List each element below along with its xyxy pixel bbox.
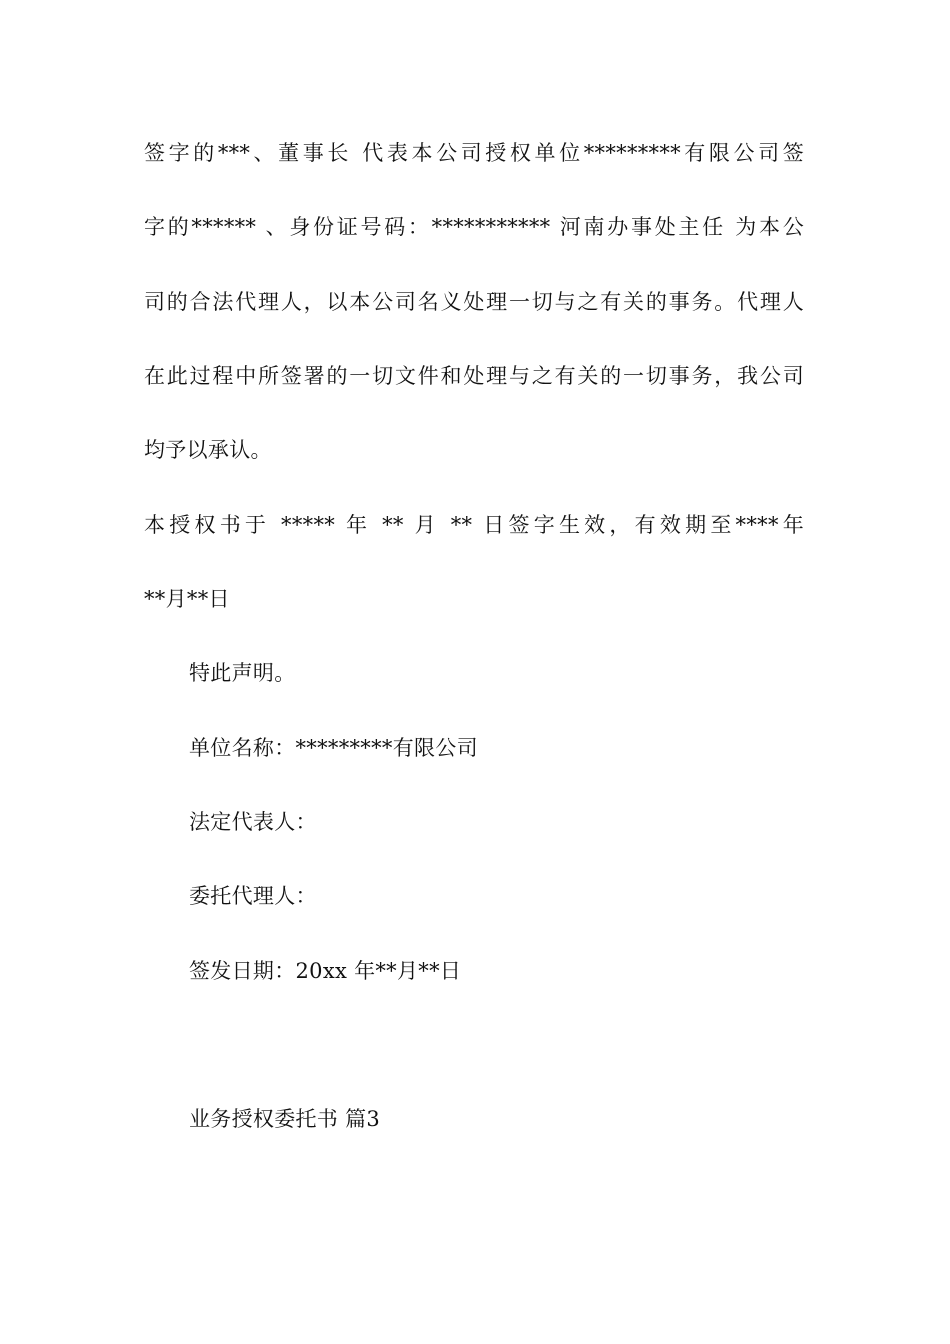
unit-name-field: 单位名称：*********有限公司 xyxy=(189,736,478,760)
paragraph-1-line-1: 签字的***、董事长 代表本公司授权单位*********有限公司签 xyxy=(144,141,804,165)
legal-representative-field: 法定代表人： xyxy=(189,810,317,834)
issue-date-field: 签发日期：20xx 年**月**日 xyxy=(189,959,462,983)
paragraph-1-line-5: 均予以承认。 xyxy=(144,438,272,462)
paragraph-2-line-2: **月**日 xyxy=(144,587,230,611)
agent-field: 委托代理人： xyxy=(189,884,317,908)
paragraph-1-line-2: 字的****** 、身份证号码：*********** 河南办事处主任 为本公 xyxy=(144,215,804,239)
paragraph-1-line-3: 司的合法代理人，以本公司名义处理一切与之有关的事务。代理人 xyxy=(144,290,804,314)
section-heading: 业务授权委托书 篇3 xyxy=(189,1107,381,1131)
declaration-text: 特此声明。 xyxy=(189,661,296,685)
paragraph-1-line-4: 在此过程中所签署的一切文件和处理与之有关的一切事务，我公司 xyxy=(144,364,804,388)
paragraph-2-line-1: 本授权书于 ***** 年 ** 月 ** 日签字生效，有效期至****年 xyxy=(144,513,804,537)
